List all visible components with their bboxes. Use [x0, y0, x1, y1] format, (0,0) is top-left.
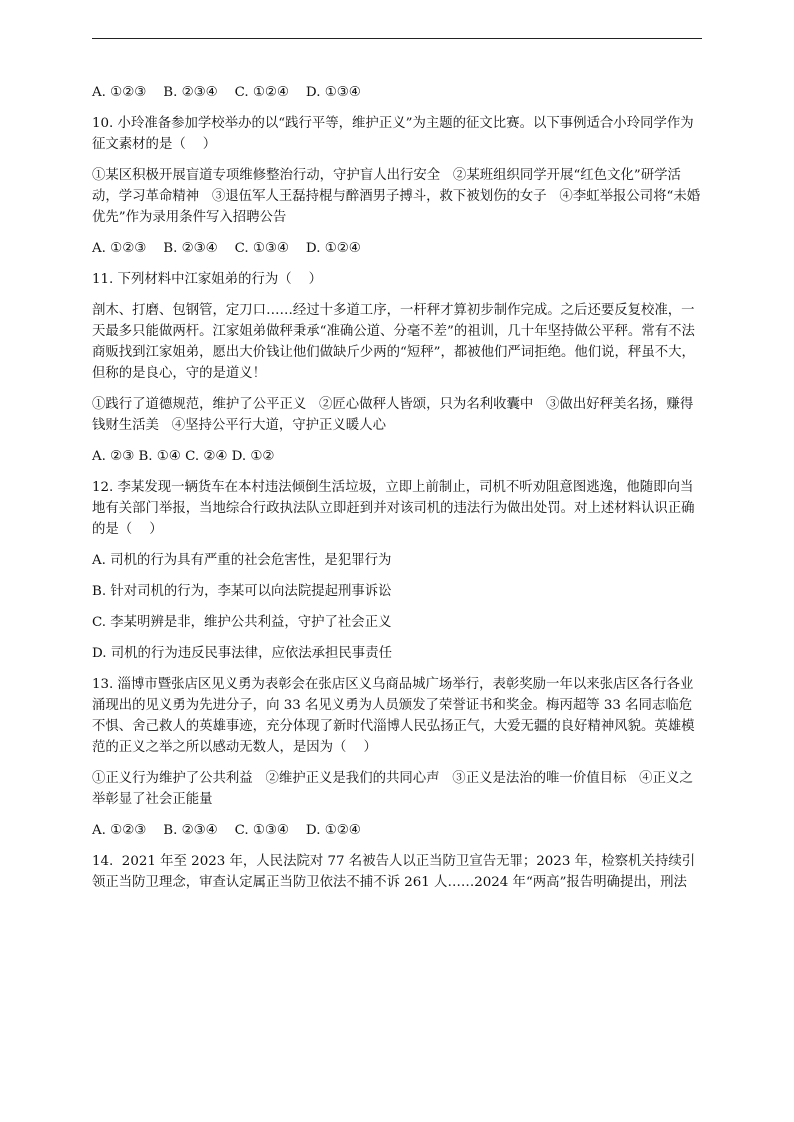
q12-option-d: D. 司机的行为违反民事法律，应依法承担民事责任: [92, 646, 392, 661]
q11-stem: 11. 下列材料中江家姐弟的行为（ ）: [92, 272, 323, 287]
q12-option-a: A. 司机的行为具有严重的社会危害性，是犯罪行为: [92, 553, 392, 568]
q12-stem: 12. 李某发现一辆货车在本村违法倾倒生活垃圾，立即上前制止，司机不听劝阻意图逃逸，他随即向当地有关部门举报，当地综合行政执法队立即赶到并对该司机的违法行为做出处罚。对上述材料认识正确的是（ ）: [92, 480, 695, 537]
q12-option-c: C. 李某明辨是非，维护公共利益，守护了社会正义: [92, 615, 392, 630]
q11-items: ①践行了道德规范，维护了公平正义 ②匠心做秤人皆颂，只为名利收囊中 ③做出好秤美名扬，赚得钱财生活美 ④坚持公平行大道，守护正义暖人心: [92, 397, 694, 433]
q11-options: A. ②③ B. ①④ C. ②④ D. ①②: [92, 449, 275, 464]
exam-page-body: [92, 82, 704, 903]
q9-options: A. ①②③ B. ②③④ C. ①②④ D. ①③④: [92, 85, 361, 100]
q13-stem: 13. 淄博市暨张店区见义勇为表彰会在张店区义乌商品城广场举行，表彰奖励一年以来张店区各行各业涌现出的见义勇为先进分子，向 33 名见义勇为人员颁发了荣誉证书和奖金。梅丙超等 33 名同志临危不惧、舍己救人的英雄事迹，充分体现了新时代淄博人民弘扬正气，大爱无疆的良好精神风貌。英雄模范的正义之举之所以感动无数人，是因为（ ）: [92, 677, 695, 755]
q11-material: 剖木、打磨、包钢管，定刀口……经过十多道工序，一杆秤才算初步制作完成。之后还要反复校准，一天最多只能做两杆。江家姐弟做秤秉承“准确公道、分毫不差”的祖训，几十年坚持做公平秤。常有不法商贩找到江家姐弟，愿出大价钱让他们做缺斤少两的“短秤”，都被他们严词拒绝。他们说，秤虽不大，但称的是良心，守的是道义！: [92, 303, 695, 381]
q10-options: A. ①②③ B. ②③④ C. ①③④ D. ①②④: [92, 241, 361, 256]
q14-stem: 14. 2021 年至 2023 年，人民法院对 77 名被告人以正当防卫宣告无罪；2023 年，检察机关持续引领正当防卫理念，审查认定属正当防卫依法不捕不诉 261 人……2024 年“两高”报告明确提出，刑法: [92, 854, 696, 890]
q13-items: ①正义行为维护了公共利益 ②维护正义是我们的共同心声 ③正义是法治的唯一价值目标 ④正义之举彰显了社会正能量: [92, 771, 693, 807]
header-rule: [92, 38, 702, 39]
q12-option-b: B. 针对司机的行为，李某可以向法院提起刑事诉讼: [92, 584, 392, 599]
q13-options: A. ①②③ B. ②③④ C. ①③④ D. ①②④: [92, 823, 361, 838]
q10-stem: 10. 小玲准备参加学校举办的以“践行平等，维护正义”为主题的征文比赛。以下事例适合小玲同学作为征文素材的是（ ）: [92, 116, 694, 152]
q10-items: ①某区积极开展盲道专项维修整治行动，守护盲人出行安全 ②某班组织同学开展“红色文化”研学活动，学习革命精神 ③退伍军人王磊持棍与醉酒男子搏斗，救下被划伤的女子 ④李虹举报公司将“未婚优先”作为录用条件写入招聘公告: [92, 168, 701, 225]
